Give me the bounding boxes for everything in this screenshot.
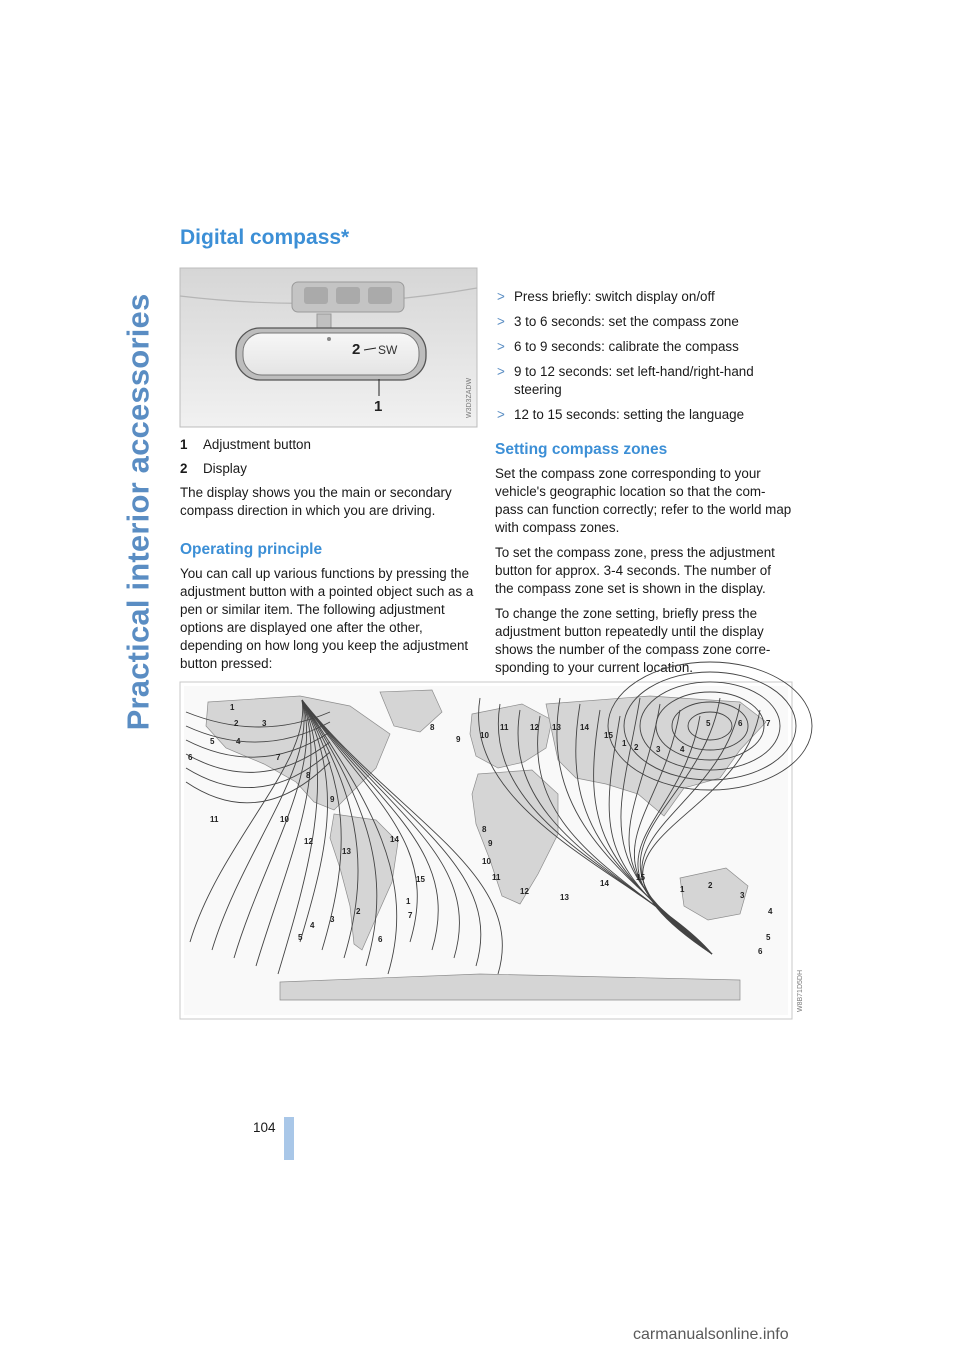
zones-paragraph: Set the compass zone corresponding to your vehicle's geographic location so that the com-pass can function correctly; refer to the world map with compass zones. bbox=[495, 466, 792, 535]
legend-item bbox=[180, 436, 476, 454]
zone-number: 8 bbox=[482, 825, 487, 834]
zone-number: 6 bbox=[758, 947, 763, 956]
zone-number: 5 bbox=[766, 933, 771, 942]
compass-zones-heading: Setting compass zones bbox=[495, 441, 668, 458]
operating-principle-paragraph: You can call up various functions by pressing the adjustment button with a pointed object such as a pen or similar item. The following adjustment options are displayed one after the other, depending on how long you keep the adjustment button pressed: bbox=[180, 566, 474, 671]
bullet-marker: > bbox=[497, 364, 505, 379]
legend-text: Adjustment button bbox=[203, 437, 311, 452]
zone-number: 14 bbox=[580, 723, 589, 732]
option-text: 6 to 9 seconds: calibrate the compass bbox=[514, 339, 739, 354]
list-item bbox=[495, 363, 793, 399]
zone-number: 7 bbox=[766, 719, 771, 728]
left-column bbox=[180, 436, 476, 680]
zone-number: 12 bbox=[520, 887, 529, 896]
legend-number: 1 bbox=[180, 437, 188, 452]
bullet-marker: > bbox=[497, 339, 505, 354]
zone-number: 3 bbox=[330, 915, 335, 924]
watermark: carmanualsonline.info bbox=[633, 1326, 789, 1343]
zone-number: 7 bbox=[408, 911, 413, 920]
zone-number: 1 bbox=[230, 703, 235, 712]
callout-1-label: 1 bbox=[374, 398, 383, 415]
zone-number: 12 bbox=[304, 837, 313, 846]
zone-number: 4 bbox=[680, 745, 685, 754]
zone-number: 4 bbox=[236, 737, 241, 746]
option-text: 3 to 6 seconds: set the compass zone bbox=[514, 314, 739, 329]
list-item bbox=[495, 406, 793, 424]
zone-number: 15 bbox=[416, 875, 425, 884]
zone-number: 8 bbox=[306, 771, 311, 780]
zone-number: 9 bbox=[330, 795, 335, 804]
zones-paragraph: To set the compass zone, press the adjustment button for approx. 3-4 seconds. The number of the compass zone set is shown in the display. bbox=[495, 545, 775, 596]
zone-number: 1 bbox=[406, 897, 411, 906]
zone-number: 6 bbox=[378, 935, 383, 944]
page-title: Digital compass* bbox=[180, 226, 350, 249]
right-column bbox=[495, 288, 793, 727]
page-number-bar bbox=[284, 1117, 294, 1160]
zone-number: 6 bbox=[738, 719, 743, 728]
zone-number: 12 bbox=[530, 723, 539, 732]
operating-principle-heading: Operating principle bbox=[180, 541, 323, 558]
zone-number: 11 bbox=[210, 815, 219, 824]
option-text: 9 to 12 seconds: set left-hand/right-hand steering bbox=[514, 364, 754, 397]
zone-number: 10 bbox=[482, 857, 491, 866]
legend-item bbox=[180, 460, 476, 478]
list-item bbox=[495, 313, 793, 331]
zone-number: 13 bbox=[560, 893, 569, 902]
zone-number: 9 bbox=[456, 735, 461, 744]
zone-number: 14 bbox=[600, 879, 609, 888]
zone-number: 5 bbox=[210, 737, 215, 746]
zone-number: 6 bbox=[188, 753, 193, 762]
zone-number: 5 bbox=[298, 933, 303, 942]
compass-zone-world-map bbox=[180, 682, 804, 1019]
figure-code: W8B71D5DH bbox=[797, 969, 804, 1012]
legend-number: 2 bbox=[180, 461, 188, 476]
zone-number: 5 bbox=[706, 719, 711, 728]
zone-number: 9 bbox=[488, 839, 493, 848]
world-map-illustration bbox=[180, 682, 804, 1019]
zone-number: 10 bbox=[480, 731, 489, 740]
zone-number: 3 bbox=[740, 891, 745, 900]
zone-number: 8 bbox=[430, 723, 435, 732]
zone-number: 15 bbox=[636, 873, 645, 882]
mirror-illustration bbox=[180, 268, 477, 427]
zone-number: 15 bbox=[604, 731, 613, 740]
page-number: 104 bbox=[253, 1120, 276, 1135]
zone-number: 1 bbox=[622, 739, 627, 748]
bullet-marker: > bbox=[497, 407, 505, 422]
zone-number: 13 bbox=[342, 847, 351, 856]
zone-number: 14 bbox=[390, 835, 399, 844]
zone-number: 2 bbox=[708, 881, 713, 890]
adjustment-options-list bbox=[495, 288, 793, 424]
zone-number: 2 bbox=[356, 907, 361, 916]
zone-number: 4 bbox=[310, 921, 315, 930]
compass-display-text: SW bbox=[378, 343, 398, 357]
zone-number: 11 bbox=[500, 723, 509, 732]
zone-number: 2 bbox=[634, 743, 639, 752]
zone-number: 2 bbox=[234, 719, 239, 728]
bullet-marker: > bbox=[497, 314, 505, 329]
zones-paragraph: To change the zone setting, briefly press the adjustment button repeatedly until the display shows the number of the compass zone corre-sponding to your current location. bbox=[495, 606, 771, 675]
chapter-side-title: Practical interior accessories bbox=[120, 293, 155, 731]
figure-code: W3D3ZADW bbox=[466, 377, 473, 418]
callout-2-label: 2 bbox=[352, 341, 361, 358]
option-text: 12 to 15 seconds: setting the language bbox=[514, 407, 745, 422]
intro-paragraph: The display shows you the main or secondary compass direction in which you are driving. bbox=[180, 485, 452, 518]
zone-number: 4 bbox=[768, 907, 773, 916]
rearview-mirror-figure bbox=[180, 268, 477, 427]
list-item bbox=[495, 338, 793, 356]
bullet-marker: > bbox=[497, 289, 505, 304]
list-item bbox=[495, 288, 793, 306]
zone-number: 11 bbox=[492, 873, 501, 882]
legend-text: Display bbox=[203, 461, 247, 476]
option-text: Press briefly: switch display on/off bbox=[514, 289, 715, 304]
zone-number: 13 bbox=[552, 723, 561, 732]
zone-number: 3 bbox=[656, 745, 661, 754]
zone-number: 1 bbox=[680, 885, 685, 894]
zone-number: 7 bbox=[276, 753, 281, 762]
zone-number: 10 bbox=[280, 815, 289, 824]
zone-number: 3 bbox=[262, 719, 267, 728]
